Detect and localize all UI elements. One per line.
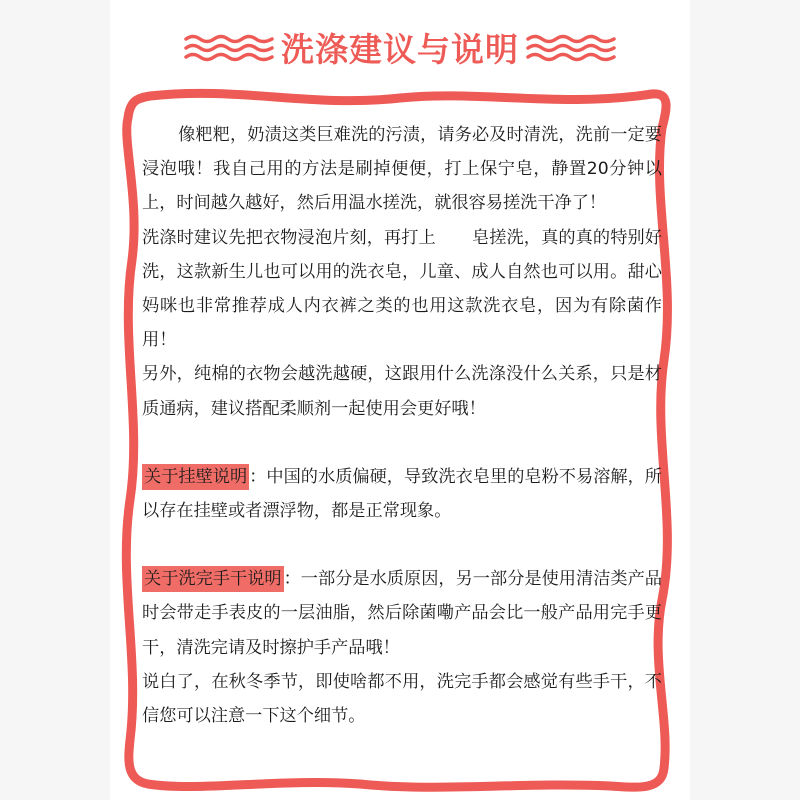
paragraph-wall-residue: [142, 460, 662, 528]
page-title: 洗涤建议与说明: [281, 30, 519, 69]
content-body: [142, 118, 662, 733]
paragraph-dry-hands: [142, 562, 662, 665]
spacer: [142, 528, 662, 562]
dry-hands-text: ：一部分是水质原因，另一部分是使用清洁类产品时会带走手表皮的一层油脂，然后除菌嘞产品会比一般产品用完手更干，清洗完请及时擦护手产品哦！: [142, 569, 662, 658]
wall-residue-text: ：中国的水质偏硬，导致洗衣皂里的皂粉不易溶解，所以存在挂壁或者漂浮物，都是正常现象。: [142, 466, 662, 522]
wall-residue-label: 关于挂壁说明: [142, 464, 249, 490]
spacer: [142, 426, 662, 460]
washing-advice-text-2: 皂搓洗，真的真的特别好洗，这款新生儿也可以用的洗衣皂，儿童、成人自然也可以用。甜心妈咪也非常推荐成人内衣裤之类的也用这款洗衣皂，因为有除菌作用！: [142, 227, 662, 351]
paragraph-washing-advice: [142, 221, 662, 358]
dry-hands-label: 关于洗完手干说明: [142, 566, 284, 592]
washing-advice-text-1: 洗涤时建议先把衣物浸泡片刻，再打上: [142, 227, 436, 248]
paragraph-cotton-note: 另外，纯棉的衣物会越洗越硬，这跟用什么洗涤没什么关系，只是材质通病，建议搭配柔顺剂一起使用会更好哦！: [142, 364, 662, 419]
paragraph-stain-advice: 像粑粑，奶渍这类巨难洗的污渍，请务必及时清洗，洗前一定要浸泡哦！我自己用的方法是刷掉便便，打上保宁皂，静置20分钟以上，时间越久越好，然后用温水搓洗，就很容易搓洗干净了！: [142, 125, 662, 214]
paragraph-autumn-winter: 说白了，在秋冬季节，即使啥都不用，洗完手都会感觉有些手干，不信您可以注意一下这个细节。: [142, 671, 662, 727]
